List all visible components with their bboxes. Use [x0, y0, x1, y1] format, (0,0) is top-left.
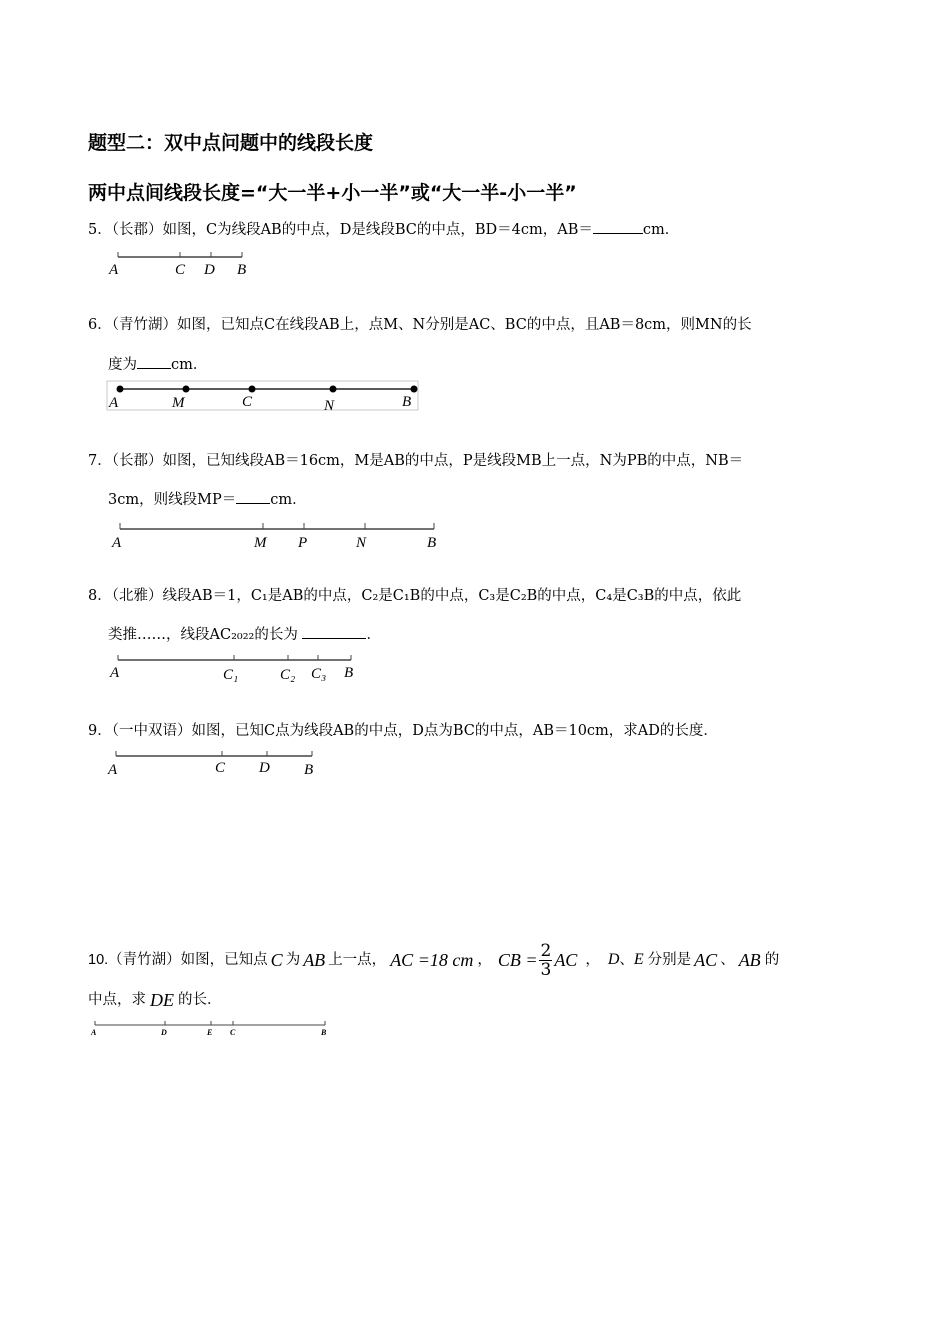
q10-label-c: C — [230, 1028, 236, 1037]
question-5 — [88, 219, 679, 240]
q10-comma1: ， — [477, 952, 492, 968]
q10-frac-den: 3 — [540, 959, 552, 980]
question-10-line2 — [88, 990, 222, 1010]
q10-label-d: D — [161, 1028, 167, 1037]
q5-unit: cm． — [642, 222, 680, 238]
q6-segment-figure — [106, 380, 420, 412]
q5-label-d: D — [204, 262, 215, 278]
q6-unit: cm． — [171, 357, 208, 373]
q8-label-b: B — [344, 665, 354, 681]
q6-line1: （青竹湖）如图，已知点C在线段AB上，点M、N分别是AC、BC的中点，且AB＝8cm，则MN的长 — [111, 317, 752, 333]
question-7 — [88, 451, 743, 471]
q10-text-e: 的 — [764, 952, 780, 968]
q10-frac-num: 2 — [540, 940, 552, 961]
q10-segment-figure — [88, 1018, 333, 1038]
q9-label-a: A — [108, 762, 118, 778]
q5-number: 5． — [88, 222, 112, 238]
q10-label-b: B — [321, 1028, 327, 1037]
question-6-line2 — [108, 354, 207, 375]
q6-label-n: N — [324, 398, 335, 412]
q10-var-e: E — [633, 951, 644, 968]
q8-label-c2: C₂ — [280, 667, 296, 683]
q10-text-c: 上一点， — [328, 952, 387, 968]
question-6 — [88, 315, 752, 335]
q7-label-n: N — [356, 535, 367, 551]
q7-label-b: B — [427, 535, 437, 551]
q10-comma2: ， — [585, 952, 600, 968]
q10-var-d: D — [607, 951, 620, 968]
q7-label-p: P — [298, 535, 308, 551]
q6-label-a: A — [109, 395, 119, 411]
q6-number: 6． — [88, 317, 112, 333]
question-8 — [88, 586, 741, 606]
q7-unit: cm． — [270, 492, 307, 508]
q10-fraction — [539, 942, 552, 979]
question-8-line2 — [108, 624, 381, 645]
q5-label-b: B — [237, 262, 247, 278]
q5-label-c: C — [175, 262, 186, 278]
q8-label-c1: C₁ — [223, 667, 239, 683]
q9-segment-figure — [104, 747, 326, 781]
question-7-line2 — [108, 489, 307, 510]
q10-var-ab2: AB — [738, 950, 761, 970]
q10-var-de: DE — [150, 990, 174, 1010]
q10-var-ac2: AC — [694, 950, 718, 970]
q10-var-ab: AB — [303, 950, 326, 970]
q6-line2: 度为 — [108, 357, 137, 373]
q9-number: 9． — [88, 723, 112, 739]
q6-label-c: C — [242, 394, 253, 410]
q8-line1: （北雅）线段AB＝1，C₁是AB的中点，C₂是C₁B的中点，C₃是C₂B的中点，C₄是C₃B的中点，依此 — [111, 588, 742, 604]
q7-answer-blank[interactable] — [236, 489, 270, 504]
q8-segment-figure — [106, 652, 366, 686]
question-9 — [88, 721, 718, 741]
q7-line2: 3cm，则线段MP＝ — [108, 492, 237, 508]
q10-eq-cb: CB = — [497, 950, 538, 970]
q8-label-a: A — [110, 665, 120, 681]
q10-line2-b: 的长． — [178, 992, 222, 1008]
q10-var-c: C — [270, 950, 283, 970]
question-10 — [88, 932, 779, 988]
q5-label-a: A — [109, 262, 119, 278]
q5-segment-figure — [106, 247, 256, 279]
q6-label-m: M — [172, 395, 185, 411]
q8-answer-blank[interactable] — [302, 624, 366, 639]
q10-eq-ac: AC =18 cm — [390, 950, 474, 970]
q5-text: （长郡）如图，C为线段AB的中点，D是线段BC的中点，BD＝4cm，AB＝ — [111, 222, 593, 238]
q8-number: 8． — [88, 588, 112, 604]
q7-label-m: M — [254, 535, 267, 551]
q10-sep: 、 — [619, 952, 634, 968]
q10-sep2: 、 — [720, 952, 735, 968]
section-subtitle: 两中点间线段长度=“大一半+小一半”或“大一半-小一半” — [88, 182, 577, 204]
q9-text: （一中双语）如图，已知C点为线段AB的中点，D点为BC的中点，AB＝10cm，求AD的长度． — [111, 723, 718, 739]
q10-text-b: 为 — [285, 952, 301, 968]
q5-answer-blank[interactable] — [593, 219, 643, 234]
q8-line2: 类推……，线段AC₂₀₂₂的长为 — [108, 627, 298, 643]
q9-label-b: B — [304, 762, 314, 778]
q10-label-e: E — [207, 1028, 213, 1037]
q9-label-c: C — [215, 760, 226, 776]
section-title: 题型二：双中点问题中的线段长度 — [88, 132, 374, 154]
q9-label-d: D — [259, 760, 270, 776]
q7-label-a: A — [112, 535, 122, 551]
q10-number: 10. — [88, 952, 109, 968]
q10-var-ac: AC — [554, 950, 578, 970]
q8-label-c3: C₃ — [311, 666, 327, 682]
q7-segment-figure — [108, 518, 448, 552]
q7-number: 7． — [88, 453, 112, 469]
q8-end: ． — [366, 627, 381, 643]
q10-text-a: （青竹湖）如图，已知点 — [108, 952, 268, 968]
q10-label-a: A — [91, 1028, 97, 1037]
q6-answer-blank[interactable] — [137, 354, 171, 369]
q10-text-d: 分别是 — [647, 952, 692, 968]
q6-label-b: B — [402, 394, 412, 410]
q10-line2-a: 中点，求 — [88, 992, 146, 1008]
q7-line1: （长郡）如图，已知线段AB＝16cm，M是AB的中点，P是线段MB上一点，N为PB的中点，NB＝ — [111, 453, 744, 469]
